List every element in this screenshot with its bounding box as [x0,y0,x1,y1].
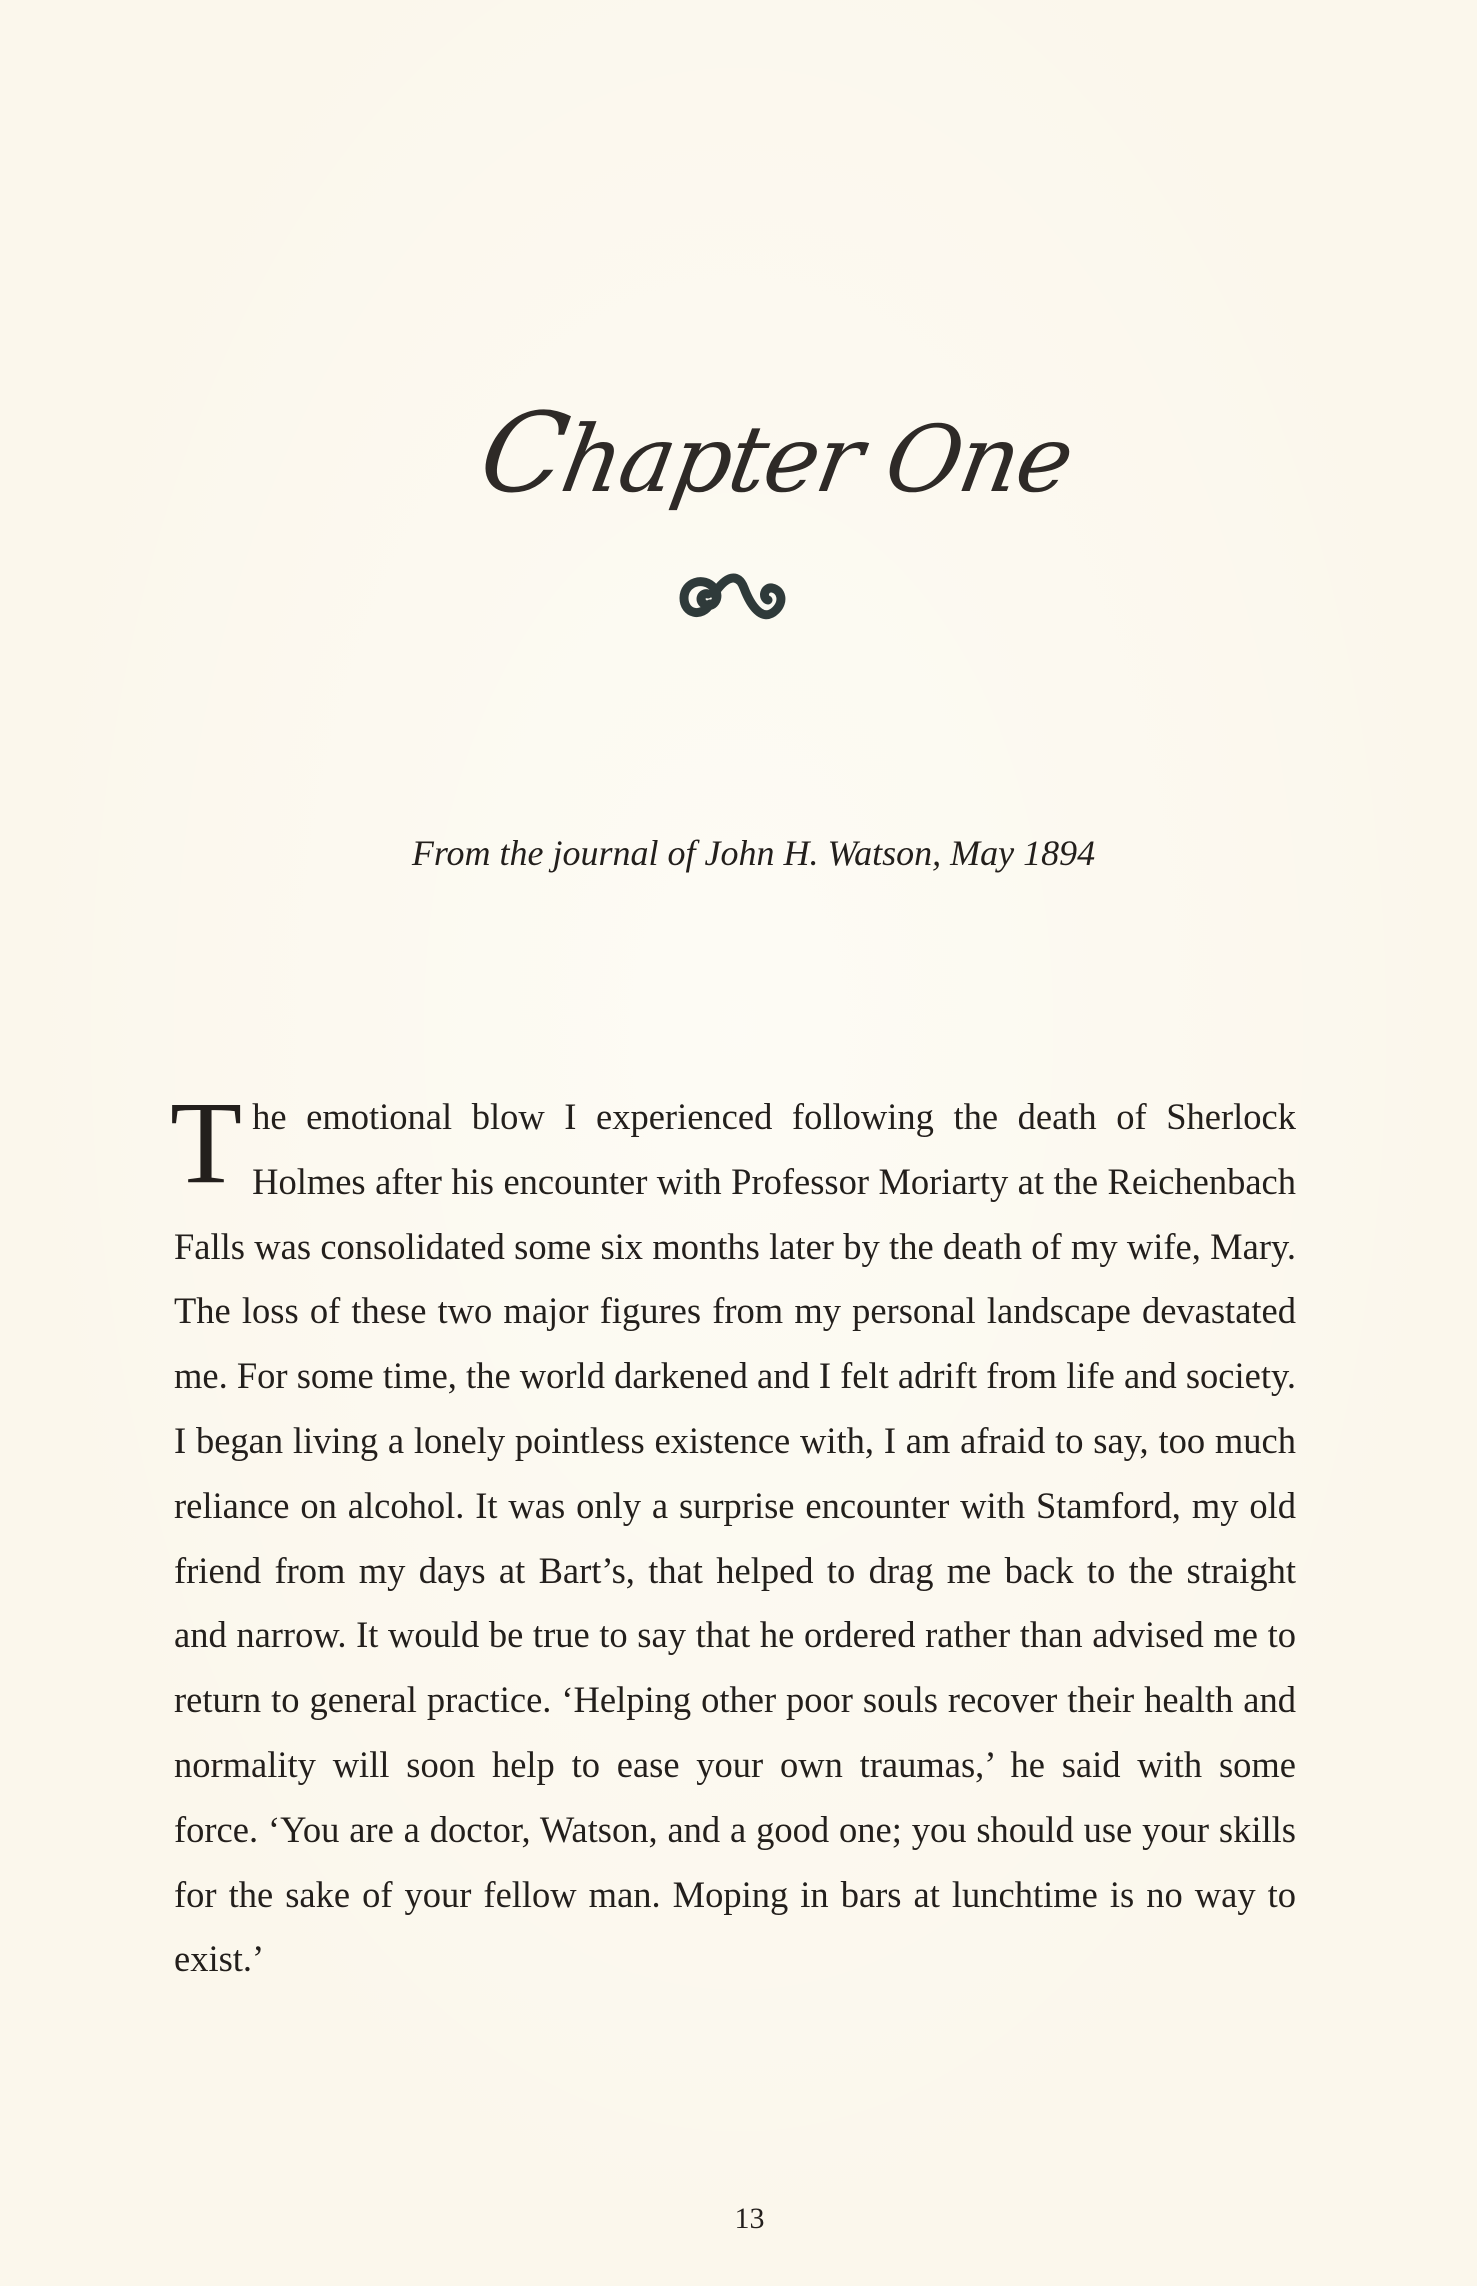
scroll-ornament-icon [672,558,792,638]
drop-cap: T [170,1077,243,1208]
chapter-heading-text: hapter One [554,406,1080,513]
chapter-body-text [170,1077,1296,1992]
body-paragraph: he emotional blow I experienced following the death of Sherlock Holmes after his encounter with Professor Moriarty at the Reichenbach Falls was consolidated some six months later by the death of my wife, Mary. The loss of these two major figures from my personal landscape devastated me. For some time, the world darkened and I felt adrift from life and society. I began living a lonely pointless existence with, I am afraid to say, too much reliance on alcohol. It was only a surprise encounter with Stamford, my old friend from my days at Bart’s, that helped to drag me back to the straight and narrow. It would be true to say that he ordered rather than advised me to return to general practice. ‘Helping other poor souls recover their health and normality will soon help to ease your own traumas,’ he said with some force. ‘You are a doctor, Watson, and a good one; you should use your skills for the sake of your fellow man. Moping in bars at lunchtime is no way to exist.’ [174,1096,1296,1980]
chapter-heading-capital: C [471,389,576,517]
page-number: 13 [734,2202,765,2235]
journal-subtitle: From the journal of John H. Watson, May 1894 [411,833,1096,873]
chapter-heading [464,389,1080,558]
